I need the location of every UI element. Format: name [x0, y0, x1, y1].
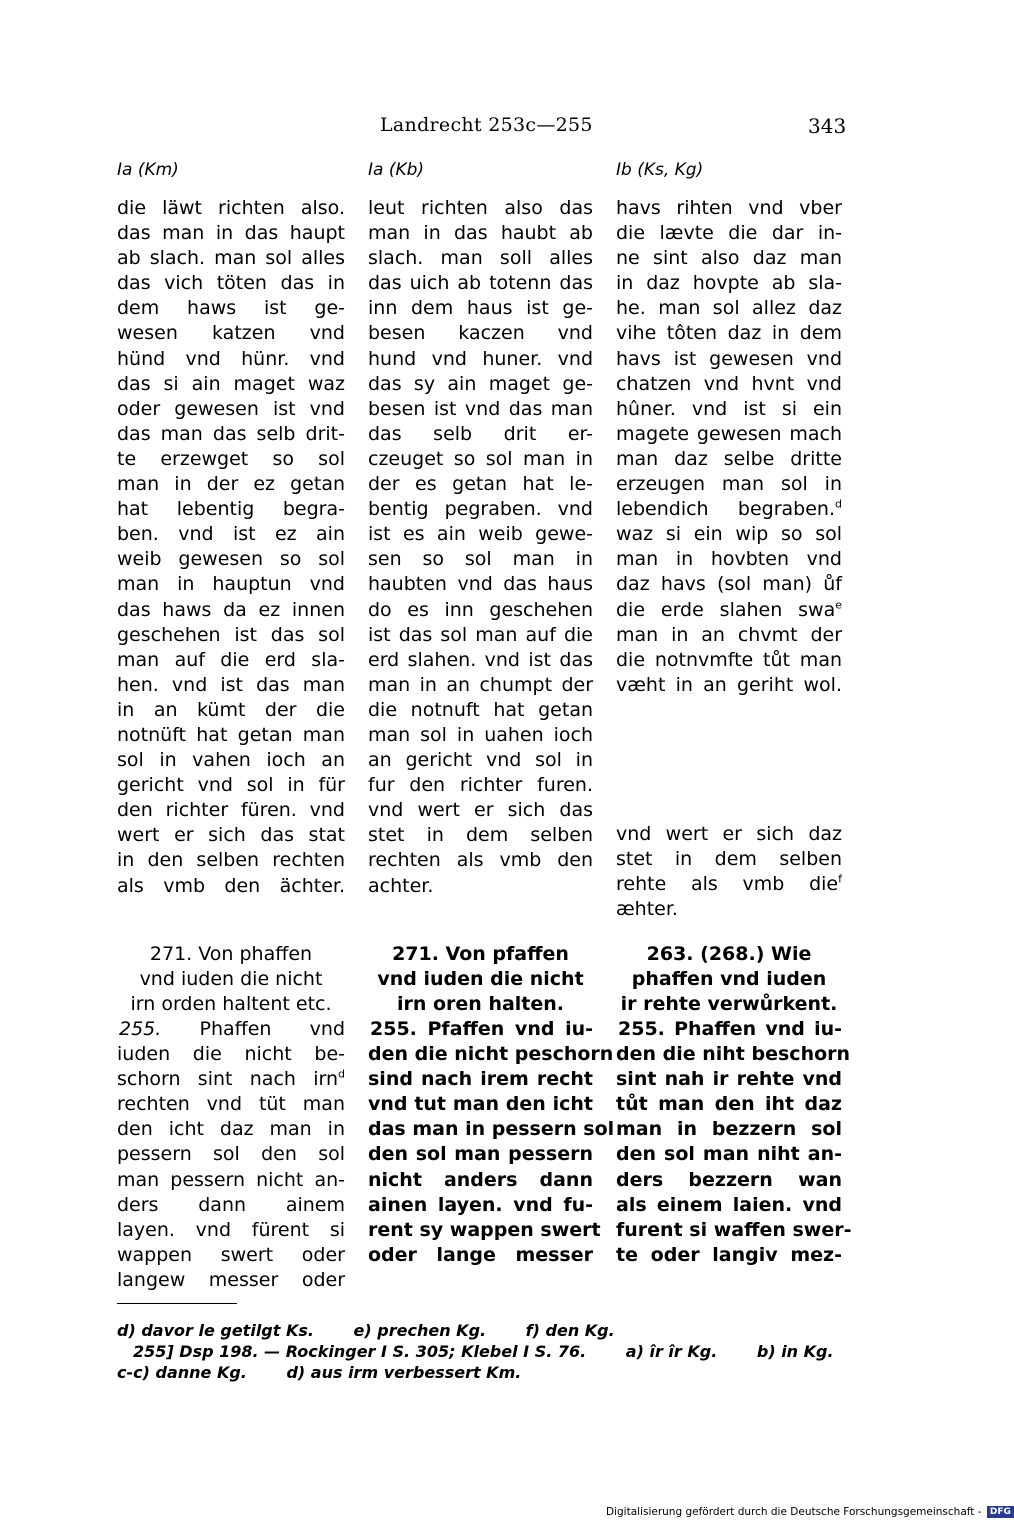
footnote-marker: f	[838, 872, 842, 886]
text-line: ab slach. man sol alles	[117, 247, 345, 270]
text-line: man in an chumpt der	[368, 673, 593, 696]
text-line: stet in dem selben	[616, 848, 842, 871]
footnote-marker: d	[338, 1067, 345, 1081]
text-line: daz havs (sol man) ůf	[616, 573, 842, 596]
column-text-section-255	[117, 1017, 345, 1293]
text-line: man in das haubt ab	[368, 222, 593, 245]
text-line: erd slahen. vnd ist das	[368, 648, 593, 671]
text-line: magete gewesen mach	[616, 422, 842, 445]
section-first-words: Pfaffen vnd iu-	[416, 1018, 593, 1040]
text-line: hen. vnd ist das man	[117, 673, 345, 696]
text-line: erzeugen man sol in	[616, 473, 842, 496]
text-line: an gericht vnd sol in	[368, 749, 593, 772]
text-line: wappen swert oder	[117, 1243, 345, 1266]
text-line: das man in pessern sol	[368, 1118, 615, 1141]
text-line: te erzewget so sol	[117, 447, 345, 470]
footnote: f) den Kg.	[525, 1321, 615, 1340]
text-line: haubten vnd das haus	[368, 573, 593, 596]
text-line: man in bezzern sol	[616, 1118, 842, 1141]
dfg-notice-text: Digitalisierung gefördert durch die Deutsche Forschungsgemeinschaft -	[606, 1506, 982, 1518]
text-line: wert er sich das stat	[117, 824, 345, 847]
column-text-section-255	[616, 1017, 852, 1268]
column-text-section-254	[368, 196, 593, 899]
text-line: als vmb den ächter.	[117, 874, 345, 897]
text-line: sind nach irem recht	[368, 1068, 593, 1091]
text-line: rechten vnd tüt man	[117, 1093, 345, 1116]
text-line: den richter füren. vnd	[117, 799, 345, 822]
text-line: das haws da ez innen	[117, 598, 345, 621]
text-line: slach. man soll alles	[368, 247, 593, 270]
text-line: czeuget so sol man in	[368, 447, 593, 470]
text-line: havs rihten vnd vber	[616, 197, 842, 219]
section-first-line	[368, 1017, 593, 1042]
dfg-logo: DFG	[987, 1506, 1014, 1518]
heading-line: ir rehte verwůrkent.	[620, 993, 838, 1016]
text-line: væht in an geriht wol.	[616, 673, 842, 696]
text-line: iuden die nicht be-	[117, 1043, 345, 1066]
dfg-notice	[606, 1506, 1014, 1518]
text-line: ainen layen. vnd fu-	[368, 1193, 593, 1216]
text-line: die notnvmfte tůt man	[616, 648, 842, 671]
text-line: vnd wert er sich daz	[616, 823, 842, 845]
text-line: rechten als vmb den	[368, 849, 593, 872]
running-title: Landrecht 253c—255	[380, 114, 593, 136]
column-text-section-254-end	[616, 822, 842, 922]
footnote-marker: d	[835, 497, 842, 511]
text-line: leut richten also das	[368, 197, 593, 219]
heading-line: vnd iuden die nicht	[377, 968, 584, 991]
text-line: das uich ab totenn das	[368, 272, 593, 295]
section-heading	[616, 942, 842, 1017]
column-text-section-254	[616, 196, 842, 698]
text-line: sen so sol man in	[368, 548, 593, 571]
text-line: den die niht beschorn	[616, 1043, 851, 1066]
footnote-line	[117, 1320, 847, 1341]
section-number: 255.	[370, 1018, 417, 1040]
footnotes	[117, 1320, 847, 1383]
footnote: d) davor le getilgt Ks.	[117, 1321, 314, 1340]
text-line: das sy ain maget ge-	[368, 372, 593, 395]
text-line: den die nicht peschorn	[368, 1043, 614, 1066]
section-first-words: Phaffen vnd	[161, 1018, 345, 1040]
footnote: 255] Dsp 198. — Rockinger I S. 305; Klebel I S. 76.	[133, 1342, 587, 1361]
heading-line: phaffen vnd iuden	[631, 968, 827, 991]
text-line: das vich töten das in	[117, 272, 345, 295]
text-line: chatzen vnd hvnt vnd	[616, 372, 842, 395]
text-line: he. man sol allez daz	[616, 297, 842, 320]
text-line: oder lange messer	[368, 1243, 593, 1266]
text-line: die läwt richten also.	[117, 197, 345, 219]
heading-line: vnd iuden die nicht	[139, 968, 323, 991]
text-line: besen ist vnd das man	[368, 397, 593, 420]
footnote: c-c) danne Kg.	[117, 1363, 247, 1382]
footnote-marker: e	[835, 598, 842, 612]
text-line: æhter.	[616, 898, 678, 921]
text-line: geschehen ist das sol	[117, 623, 345, 646]
text-line: lebendich begraben.$^d$	[616, 497, 842, 521]
text-line: in an kümt der die	[117, 698, 345, 721]
text-line: das man in das haupt	[117, 222, 345, 245]
text-line: in daz hovpte ab sla-	[616, 272, 842, 295]
text-line: sol in vahen ioch an	[117, 749, 345, 772]
text-line: wesen katzen vnd	[117, 322, 345, 345]
text-line: man auf die erd sla-	[117, 648, 345, 671]
text-line: man in hauptun vnd	[117, 573, 345, 596]
page-number: 343	[808, 114, 847, 138]
text-line: dem haws ist ge-	[117, 297, 345, 320]
heading-line: 271. Von phaffen	[149, 943, 313, 965]
text-line: achter.	[368, 874, 434, 897]
text-line: oder gewesen ist vnd	[117, 397, 345, 420]
text-line: sint nah ir rehte vnd	[616, 1068, 842, 1091]
text-line: man in an chvmt der	[616, 623, 842, 646]
column-siglum: Ia (Kb)	[368, 160, 425, 180]
text-line: vnd tut man den icht	[368, 1093, 593, 1116]
text-line: als einem laien. vnd	[616, 1193, 842, 1216]
section-first-line	[616, 1017, 842, 1042]
running-head	[0, 114, 1000, 142]
text-line: das si ain maget waz	[117, 372, 345, 395]
text-line: weib gewesen so sol	[117, 548, 345, 571]
text-line: inn dem haus ist ge-	[368, 297, 593, 320]
text-line: ben. vnd ist ez ain	[117, 523, 345, 546]
text-line: furent si waffen swer-	[616, 1218, 852, 1241]
text-line: fur den richter furen.	[368, 774, 593, 797]
footnote-rule	[117, 1303, 237, 1304]
text-line: hünd vnd hünr. vnd	[117, 347, 345, 370]
text-line: in den selben rechten	[117, 849, 345, 872]
text-line: die erde slahen swa$^e$	[616, 598, 842, 621]
text-line: langew messer oder	[117, 1268, 345, 1291]
text-line: havs ist gewesen vnd	[616, 347, 842, 370]
text-line: man in der ez getan	[117, 473, 345, 496]
text-line: vnd wert er sich das	[368, 799, 593, 822]
text-line: man in hovbten vnd	[616, 548, 842, 571]
text-line: man daz selbe dritte	[616, 447, 842, 470]
column-siglum: Ib (Ks, Kg)	[616, 160, 704, 180]
section-first-line	[117, 1017, 345, 1042]
section-number: 255.	[618, 1018, 665, 1040]
text-line: te oder langiv mez-	[616, 1243, 842, 1266]
text-line: hund vnd huner. vnd	[368, 347, 593, 370]
text-line: tůt man den iht daz	[616, 1093, 842, 1116]
text-line: besen kaczen vnd	[368, 322, 593, 345]
column-siglum: Ia (Km)	[117, 160, 179, 180]
heading-line: irn oren halten.	[396, 993, 565, 1016]
text-line: do es inn geschehen	[368, 598, 593, 621]
footnote: b) in Kg.	[756, 1342, 834, 1361]
text-line: notnüft hat getan man	[117, 723, 345, 746]
column-text-section-255	[368, 1017, 615, 1268]
text-line: schorn sint nach irn$^d$	[117, 1067, 345, 1091]
footnote: d) aus irm verbessert Km.	[286, 1363, 522, 1382]
section-first-words: Phaffen vnd iu-	[664, 1018, 842, 1040]
text-line: ders dann ainem	[117, 1193, 345, 1216]
text-line: waz si ein wip so sol	[616, 523, 842, 546]
text-line: das selb drit er-	[368, 422, 593, 445]
text-line: ist das sol man auf die	[368, 623, 593, 646]
text-line: vihe tôten daz in dem	[616, 322, 842, 345]
heading-line: 271. Von pfaffen	[392, 943, 569, 965]
text-line: man pessern nicht an-	[117, 1168, 345, 1191]
heading-line: irn orden haltent etc.	[130, 993, 332, 1016]
column-text-section-254	[117, 196, 345, 899]
text-line: der es getan hat le-	[368, 473, 593, 496]
footnote: e) prechen Kg.	[353, 1321, 487, 1340]
section-heading	[368, 942, 593, 1017]
text-line: hûner. vnd ist si ein	[616, 397, 842, 420]
footnote-line	[117, 1362, 847, 1383]
section-heading	[117, 942, 345, 1017]
text-line: ist es ain weib gewe-	[368, 523, 593, 546]
text-line: den icht daz man in	[117, 1118, 345, 1141]
text-line: rent sy wappen swert	[368, 1218, 601, 1241]
text-line: den sol man pessern	[368, 1143, 593, 1166]
text-line: stet in dem selben	[368, 824, 593, 847]
footnote-line	[117, 1341, 847, 1362]
text-line: ne sint also daz man	[616, 247, 842, 270]
text-line: nicht anders dann	[368, 1168, 593, 1191]
footnote: a) îr îr Kg.	[625, 1342, 718, 1361]
heading-line: 263. (268.) Wie	[646, 943, 812, 965]
text-line: rehte als vmb die$^f$	[616, 872, 842, 896]
section-number: 255.	[119, 1018, 162, 1040]
text-line: gericht vnd sol in für	[117, 774, 345, 797]
text-line: die notnuft hat getan	[368, 698, 593, 721]
text-line: hat lebentig begra-	[117, 498, 345, 521]
text-line: bentig pegraben. vnd	[368, 498, 593, 521]
text-line: layen. vnd fürent si	[117, 1218, 345, 1241]
text-line: die lævte die dar in-	[616, 222, 842, 245]
text-line: pessern sol den sol	[117, 1143, 345, 1166]
text-line: ders bezzern wan	[616, 1168, 842, 1191]
text-line: das man das selb drit-	[117, 422, 345, 445]
text-line: man sol in uahen ioch	[368, 723, 593, 746]
text-line: den sol man niht an-	[616, 1143, 842, 1166]
